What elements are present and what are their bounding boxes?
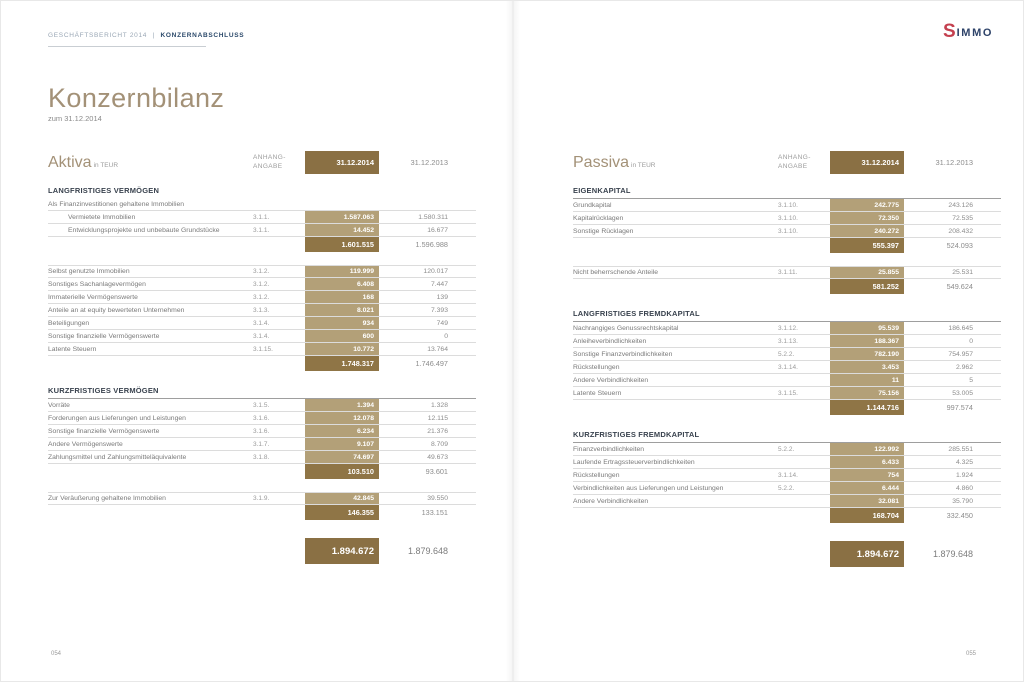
value-2014-cell <box>305 451 379 463</box>
table-row <box>573 348 1001 361</box>
row-label: Immaterielle Vermögenswerte <box>48 293 138 301</box>
row-label: Andere Verbindlichkeiten <box>573 497 649 505</box>
aktiva-table-body <box>48 184 476 520</box>
value-2014-cell <box>830 361 904 373</box>
row-label: Vorräte <box>48 401 70 409</box>
table-row <box>48 343 476 356</box>
anhang-reference: 5.2.2. <box>778 484 795 492</box>
value-2014-cell <box>305 224 379 236</box>
anhang-reference: 3.1.5. <box>253 401 270 409</box>
subtotal-2013: 93.601 <box>425 467 448 476</box>
anhang-reference: 3.1.13. <box>778 337 798 345</box>
value-2014: 8.021 <box>356 306 374 314</box>
table-row <box>48 492 476 505</box>
anhang-reference: 3.1.15. <box>253 345 273 353</box>
subtotal-2013: 524.093 <box>946 241 973 250</box>
subtotal-2014-cell <box>305 464 379 479</box>
column-header-2013: 31.12.2013 <box>935 158 973 167</box>
column-header-2013: 31.12.2013 <box>410 158 448 167</box>
row-label: Entwicklungsprojekte und unbebaute Grundstücke <box>68 226 220 234</box>
anhang-reference: 5.2.2. <box>778 445 795 453</box>
balance-group <box>573 184 1001 253</box>
row-label: Zahlungsmittel und Zahlungsmitteläquivalente <box>48 453 187 461</box>
row-label: Anleiheverbindlichkeiten <box>573 337 647 345</box>
anhang-reference: 3.1.11. <box>778 269 798 276</box>
anhang-reference: 3.1.12. <box>778 324 798 332</box>
aktiva-grand-total-2013: 1.879.648 <box>407 546 448 556</box>
table-row <box>573 387 1001 400</box>
subtotal-2014: 581.252 <box>872 282 899 291</box>
anhang-reference: 3.1.7. <box>253 440 270 448</box>
value-2014-cell <box>830 443 904 455</box>
passiva-title: Passiva <box>573 153 630 171</box>
column-header-2014: 31.12.2014 <box>305 151 379 174</box>
value-2013: 139 <box>436 293 448 301</box>
value-2014: 25.855 <box>878 269 899 276</box>
subtotal-row <box>48 505 476 520</box>
value-2014-cell <box>305 412 379 424</box>
grand-total-2014-cell <box>305 538 379 564</box>
value-2014: 168 <box>362 293 374 301</box>
subtotal-2014-cell <box>830 238 904 253</box>
subtotal-row <box>573 508 1001 523</box>
row-label: Nicht beherrschende Anteile <box>573 269 659 276</box>
column-header-anhang <box>253 154 305 172</box>
passiva-title-cell <box>573 154 778 172</box>
section-header: LANGFRISTIGES VERMÖGEN <box>48 186 160 195</box>
value-2014-cell <box>305 266 379 277</box>
table-row <box>573 361 1001 374</box>
anhang-reference: 3.1.10. <box>778 227 798 235</box>
value-2014: 119.999 <box>349 268 374 275</box>
value-2014-cell <box>305 291 379 303</box>
anhang-header-line1: ANHANG- <box>253 153 286 161</box>
subtotal-2014-cell <box>305 505 379 520</box>
aktiva-grand-total-2014: 1.894.672 <box>331 545 374 557</box>
value-2014: 3.453 <box>881 363 899 371</box>
row-label: Sonstige Finanzverbindlichkeiten <box>573 350 673 358</box>
subtotal-2014: 103.510 <box>347 467 374 476</box>
subtotal-2014-cell <box>830 279 904 294</box>
table-row <box>573 335 1001 348</box>
value-2014: 14.452 <box>353 226 374 234</box>
section-header: KURZFRISTIGES VERMÖGEN <box>48 384 476 399</box>
value-2014: 754 <box>887 471 899 479</box>
row-label: Laufende Ertragssteuerverbindlichkeiten <box>573 458 695 466</box>
aktiva-table-header <box>48 151 476 174</box>
table-row <box>48 438 476 451</box>
table-row <box>48 330 476 343</box>
row-label: Grundkapital <box>573 201 612 209</box>
header-rule <box>48 46 206 47</box>
row-label: Verbindlichkeiten aus Lieferungen und Leistungen <box>573 484 724 492</box>
value-2014: 934 <box>362 319 374 327</box>
passiva-table <box>573 151 1001 567</box>
value-2013: 186.645 <box>948 324 973 332</box>
page-right <box>513 1 1024 682</box>
table-row <box>48 412 476 425</box>
anhang-reference: 3.1.3. <box>253 306 270 314</box>
subtotal-2013: 1.746.497 <box>415 359 448 368</box>
value-2014-cell <box>830 469 904 481</box>
value-2013: 35.790 <box>952 497 973 505</box>
value-2013: 25.531 <box>952 269 973 276</box>
table-row <box>573 443 1001 456</box>
table-row <box>48 291 476 304</box>
table-row <box>573 482 1001 495</box>
balance-group <box>48 265 476 371</box>
anhang-reference: 3.1.6. <box>253 427 270 435</box>
value-2013: 1.328 <box>430 401 448 409</box>
anhang-reference: 3.1.15. <box>778 389 798 397</box>
row-label: Andere Vermögenswerte <box>48 440 123 448</box>
value-2013: 749 <box>436 319 448 327</box>
page-subtitle: zum 31.12.2014 <box>48 114 102 123</box>
value-2014: 72.350 <box>878 214 899 222</box>
table-row <box>573 225 1001 238</box>
value-2013: 0 <box>969 337 973 345</box>
aktiva-table <box>48 151 476 564</box>
value-2014-cell <box>830 495 904 507</box>
column-header-anhang <box>778 154 830 172</box>
row-label: Finanzverbindlichkeiten <box>573 445 645 453</box>
anhang-header-line1: ANHANG- <box>778 153 811 161</box>
anhang-reference: 3.1.4. <box>253 332 270 340</box>
value-2014-cell <box>305 317 379 329</box>
value-2014-cell <box>305 330 379 342</box>
anhang-reference: 3.1.6. <box>253 414 270 422</box>
subtotal-2013: 1.596.988 <box>415 240 448 249</box>
subtotal-2013: 332.450 <box>946 511 973 520</box>
table-row <box>573 322 1001 335</box>
breadcrumb-report: GESCHÄFTSBERICHT 2014 <box>48 32 148 39</box>
value-2013: 243.126 <box>948 201 973 209</box>
value-2013: 49.673 <box>427 453 448 461</box>
aktiva-title: Aktiva <box>48 153 92 171</box>
value-2013: 21.376 <box>427 427 448 435</box>
row-label: Sonstige finanzielle Vermögenswerte <box>48 332 160 340</box>
value-2014-cell <box>830 267 904 278</box>
page-title: Konzernbilanz <box>48 83 225 113</box>
value-2014-cell <box>305 425 379 437</box>
anhang-reference: 3.1.10. <box>778 201 798 209</box>
passiva-grand-total-2013: 1.879.648 <box>932 549 973 559</box>
passiva-table-body <box>573 184 1001 523</box>
value-2013: 7.447 <box>430 280 448 288</box>
table-row <box>48 265 476 278</box>
anhang-reference: 3.1.2. <box>253 293 270 301</box>
value-2014-cell <box>830 374 904 386</box>
subtotal-2014-cell <box>305 356 379 371</box>
table-row <box>48 317 476 330</box>
value-2014: 9.107 <box>356 440 374 448</box>
value-2014: 95.539 <box>878 324 899 332</box>
table-row <box>48 278 476 291</box>
value-2013: 754.957 <box>948 350 973 358</box>
anhang-reference: 3.1.14. <box>778 363 798 371</box>
value-2014: 6.444 <box>881 484 899 492</box>
subtotal-2014: 146.355 <box>347 508 374 517</box>
passiva-table-header <box>573 151 1001 174</box>
table-row <box>48 399 476 412</box>
anhang-reference: 3.1.9. <box>253 495 270 502</box>
row-label: Beteiligungen <box>48 319 90 327</box>
anhang-reference: 3.1.4. <box>253 319 270 327</box>
subtotal-row <box>573 238 1001 253</box>
value-2014: 1.394 <box>356 401 374 409</box>
value-2014-cell <box>830 335 904 347</box>
value-2014-cell <box>305 278 379 290</box>
table-row <box>573 495 1001 508</box>
subtotal-2014-cell <box>830 400 904 415</box>
value-2014-cell <box>305 438 379 450</box>
row-label: Vermietete Immobilien <box>68 213 136 221</box>
passiva-grand-total-row <box>573 541 1001 567</box>
row-label: Latente Steuern <box>573 389 622 397</box>
value-2013: 7.393 <box>430 306 448 314</box>
value-2014: 240.272 <box>874 227 899 235</box>
value-2014: 1.587.063 <box>343 213 374 221</box>
value-2014: 32.081 <box>878 497 899 505</box>
table-row <box>48 198 476 211</box>
value-2014: 12.078 <box>353 414 374 422</box>
value-2013: 16.677 <box>427 226 448 234</box>
passiva-grand-total-2014: 1.894.672 <box>856 548 899 560</box>
value-2014: 6.433 <box>881 458 899 466</box>
table-row <box>48 304 476 317</box>
passiva-unit: in TEUR <box>631 161 656 169</box>
value-2013: 5 <box>969 376 973 384</box>
subtotal-2014: 555.397 <box>872 241 899 250</box>
value-2014: 10.772 <box>353 345 374 353</box>
row-label: Kapitalrücklagen <box>573 214 624 222</box>
anhang-reference: 3.1.14. <box>778 471 798 479</box>
anhang-reference: 3.1.1. <box>253 213 270 221</box>
subtotal-2014-cell <box>305 237 379 252</box>
column-header-2014: 31.12.2014 <box>830 151 904 174</box>
table-row <box>48 224 476 237</box>
value-2014: 600 <box>362 332 374 340</box>
value-2014-cell <box>305 198 379 210</box>
anhang-header-line2: ANGABE <box>778 162 808 170</box>
table-row <box>573 212 1001 225</box>
table-row <box>573 266 1001 279</box>
subtotal-row <box>573 400 1001 415</box>
section-header: KURZFRISTIGES FREMDKAPITAL <box>573 428 1001 443</box>
value-2014: 782.190 <box>874 350 899 358</box>
table-row <box>573 469 1001 482</box>
anhang-header-line2: ANGABE <box>253 162 283 170</box>
table-row <box>48 211 476 224</box>
table-row <box>48 425 476 438</box>
logo-immo-text: IMMO <box>956 27 993 39</box>
value-2013: 1.924 <box>955 471 973 479</box>
aktiva-grand-total-row <box>48 538 476 564</box>
value-2014-cell <box>305 343 379 355</box>
balance-group <box>48 384 476 479</box>
subtotal-row <box>48 237 476 252</box>
value-2013: 72.535 <box>952 214 973 222</box>
subtotal-row <box>573 279 1001 294</box>
subtotal-row <box>48 356 476 371</box>
value-2014-cell <box>305 493 379 504</box>
value-2013: 53.005 <box>952 389 973 397</box>
anhang-reference: 3.1.2. <box>253 268 270 275</box>
value-2013: 120.017 <box>423 268 448 275</box>
running-header <box>48 32 244 39</box>
subtotal-2014-cell <box>830 508 904 523</box>
value-2014: 6.234 <box>356 427 374 435</box>
subtotal-row <box>48 464 476 479</box>
table-row <box>48 451 476 464</box>
row-label: Sonstiges Sachanlagevermögen <box>48 280 146 288</box>
row-label: Als Finanzinvestitionen gehaltene Immobilien <box>48 200 185 208</box>
subtotal-2014: 1.144.716 <box>866 403 899 412</box>
value-2014-cell <box>830 225 904 237</box>
value-2014-cell <box>830 482 904 494</box>
row-label: Sonstige Rücklagen <box>573 227 634 235</box>
row-label: Selbst genutzte Immobilien <box>48 268 130 275</box>
section-header: EIGENKAPITAL <box>573 184 1001 199</box>
value-2013: 8.709 <box>430 440 448 448</box>
table-row <box>573 456 1001 469</box>
value-2014: 11 <box>891 376 899 384</box>
table-row <box>573 199 1001 212</box>
value-2013: 13.764 <box>427 345 448 353</box>
table-row <box>573 374 1001 387</box>
page-number-left: 054 <box>51 651 62 657</box>
anhang-reference: 3.1.1. <box>253 226 270 234</box>
page-gutter-seam <box>506 1 520 681</box>
subtotal-2013: 997.574 <box>946 403 973 412</box>
value-2014-cell <box>305 211 379 223</box>
page-left <box>1 1 513 682</box>
subtotal-2014: 1.601.515 <box>341 240 374 249</box>
anhang-reference: 3.1.8. <box>253 453 270 461</box>
value-2014: 42.845 <box>353 495 374 502</box>
anhang-reference: 3.1.2. <box>253 280 270 288</box>
subtotal-2014: 1.748.317 <box>341 359 374 368</box>
simmo-logo <box>943 21 993 43</box>
value-2014-cell <box>830 212 904 224</box>
value-2014-cell <box>830 456 904 468</box>
row-label: Latente Steuern <box>48 345 97 353</box>
balance-group <box>573 428 1001 523</box>
anhang-reference: 5.2.2. <box>778 350 795 358</box>
value-2014-cell <box>830 199 904 211</box>
value-2014: 242.775 <box>874 201 899 209</box>
value-2014-cell <box>830 387 904 399</box>
value-2013: 12.115 <box>427 414 448 422</box>
balance-group <box>48 184 476 252</box>
row-label: Anteile an at equity bewerteten Unternehmen <box>48 306 185 314</box>
row-label: Zur Veräußerung gehaltene Immobilien <box>48 495 166 502</box>
row-label: Rückstellungen <box>573 363 620 371</box>
balance-group <box>573 266 1001 294</box>
value-2013: 4.860 <box>955 484 973 492</box>
breadcrumb-section: KONZERNABSCHLUSS <box>160 32 245 39</box>
value-2014: 122.992 <box>874 445 899 453</box>
section-header: LANGFRISTIGES FREMDKAPITAL <box>573 307 1001 322</box>
grand-total-2014-cell <box>830 541 904 567</box>
anhang-reference: 3.1.10. <box>778 214 798 222</box>
value-2014: 75.156 <box>878 389 899 397</box>
value-2013: 2.962 <box>955 363 973 371</box>
value-2013: 39.550 <box>427 495 448 502</box>
subtotal-2013: 133.151 <box>421 508 448 517</box>
value-2013: 0 <box>444 332 448 340</box>
subtotal-2013: 549.624 <box>946 282 973 291</box>
logo-s-letter: S <box>942 21 956 42</box>
value-2014: 74.697 <box>353 453 374 461</box>
value-2014-cell <box>305 399 379 411</box>
aktiva-title-cell <box>48 154 253 172</box>
row-label: Rückstellungen <box>573 471 620 479</box>
row-label: Nachrangiges Genussrechtskapital <box>573 324 679 332</box>
value-2013: 208.432 <box>948 227 973 235</box>
breadcrumb-separator: | <box>152 32 156 39</box>
value-2014: 188.367 <box>874 337 899 345</box>
value-2013: 1.580.311 <box>418 213 448 221</box>
page-number-right: 055 <box>965 651 976 657</box>
row-label: Sonstige finanzielle Vermögenswerte <box>48 427 160 435</box>
value-2014-cell <box>830 322 904 334</box>
value-2014-cell <box>830 348 904 360</box>
subtotal-2014: 168.704 <box>872 511 899 520</box>
value-2013: 285.551 <box>948 445 973 453</box>
value-2013: 4.325 <box>955 458 973 466</box>
row-label: Forderungen aus Lieferungen und Leistungen <box>48 414 186 422</box>
row-label: Andere Verbindlichkeiten <box>573 376 649 384</box>
value-2014: 6.408 <box>356 280 374 288</box>
balance-group <box>48 492 476 520</box>
balance-group <box>573 307 1001 415</box>
value-2014-cell <box>305 304 379 316</box>
aktiva-unit: in TEUR <box>93 161 119 169</box>
